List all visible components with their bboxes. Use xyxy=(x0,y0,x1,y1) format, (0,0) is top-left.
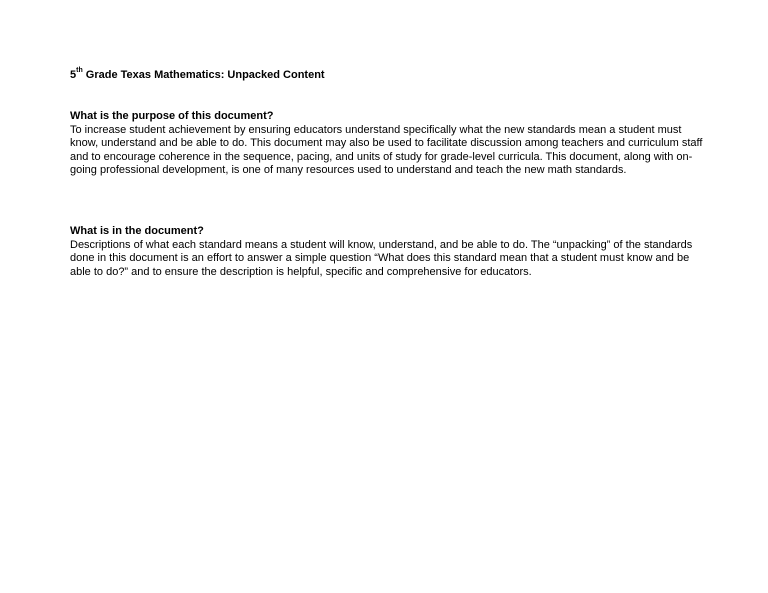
section-purpose xyxy=(70,110,710,178)
title-grade-number: 5 xyxy=(70,69,77,81)
section-contents-heading: What is in the document? xyxy=(70,225,204,237)
section-purpose-body: To increase student achievement by ensuring educators understand specifically what the new standards mean a student must know, understand and be able to do. This document may also be used to facilitate discussion among teachers and curriculum staff and to encourage coherence in the sequence, pacing, and units of study for grade-level curricula. This document, along with on-going professional development, is one of many resources used to understand and teach the new math standards. xyxy=(70,123,703,176)
section-contents xyxy=(70,225,710,279)
document-title xyxy=(70,68,325,82)
section-purpose-heading: What is the purpose of this document? xyxy=(70,110,274,122)
title-text: Grade Texas Mathematics: Unpacked Content xyxy=(82,69,325,81)
section-contents-body: Descriptions of what each standard means a student will know, understand, and be able to do. The “unpacking” of the standards done in this document is an effort to answer a simple question “What does this standard mean that a student must know and be able to do?” and to ensure the description is helpful, specific and comprehensive for educators. xyxy=(70,238,693,278)
title-grade-suffix: th xyxy=(76,67,83,75)
